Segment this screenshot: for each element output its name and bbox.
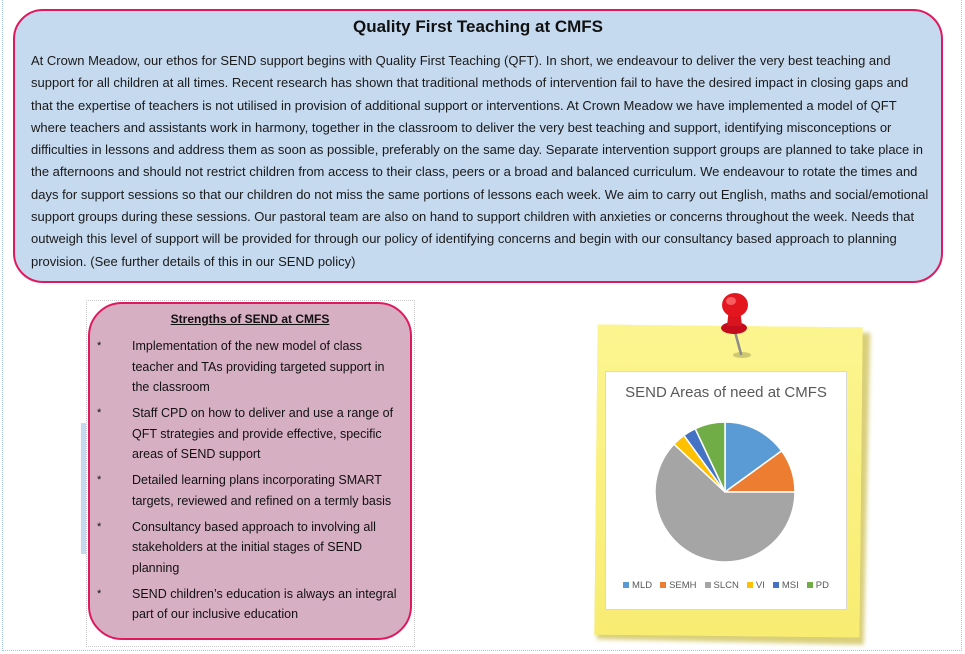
chart-legend <box>606 580 846 591</box>
pie-chart <box>606 372 846 577</box>
qft-panel <box>13 9 943 283</box>
legend-item-msi <box>773 580 799 591</box>
chart-title: SEND Areas of need at CMFS <box>625 384 827 401</box>
list-item-text: Implementation of the new model of class teacher and TAs providing targeted support in the classroom <box>132 339 385 394</box>
legend-swatch <box>747 582 753 588</box>
list-item-text: Consultancy based approach to involving all stakeholders at the initial stages of SEND planning <box>132 519 376 575</box>
strengths-list <box>90 336 412 630</box>
push-pin-icon <box>712 292 756 360</box>
list-item-text: SEND children’s education is always an integral part of our inclusive education <box>132 586 397 621</box>
strengths-panel <box>88 302 412 640</box>
legend-item-slcn <box>705 580 739 591</box>
pie-chart-card <box>605 371 847 610</box>
legend-label: SLCN <box>713 580 739 591</box>
legend-item-vi <box>747 580 765 591</box>
list-item <box>90 470 412 511</box>
legend-label: MLD <box>632 580 653 591</box>
bullet-icon: * <box>97 587 102 600</box>
qft-body-text: At Crown Meadow, our ethos for SEND support begins with Quality First Teaching (QFT). In short, we endeavour to deliver the very best teaching and support for all children at all times. Recent research has shown that traditional methods of intervention fail to have the desired impact in closing gaps and that the expertise of teachers is not utilised in provision of additional support or interventions. At Crown Meadow we have implemented a model of QFT where teachers and assistants work in harmony, together in the classroom to deliver the very best teaching and support, identifying misconceptions or difficulties in lessons and address them as soon as possible, preferably on the same day. Separate intervention support groups are planned to take place in the afternoons and should not restrict children from access to their class, peers or a broad and balanced curriculum. We endeavour to rotate the times and days for support sessions so that our children do not miss the same portions of lessons each week. We aim to carry out English, maths and social/emotional support groups during these sessions. Our pastoral team are also on hand to support children with anxieties or concerns throughout the week. Needs that outweigh this level of support will be provided for through our policy of identifying concerns and begin with our consultancy based approach to planning provision. (See further details of this in our SEND policy) <box>31 53 929 269</box>
list-item-text: Detailed learning plans incorporating SMART targets, reviewed and refined on a termly basis <box>132 473 392 508</box>
bullet-icon: * <box>97 407 102 419</box>
legend-swatch <box>623 582 629 588</box>
legend-swatch <box>705 582 711 588</box>
legend-swatch <box>773 582 779 588</box>
bullet-icon: * <box>97 474 102 486</box>
legend-label: VI <box>755 580 765 591</box>
legend-item-mld <box>623 580 652 591</box>
legend-label: MSI <box>781 580 799 591</box>
legend-item-pd <box>807 580 829 591</box>
legend-swatch <box>807 582 813 588</box>
list-item <box>90 403 412 465</box>
legend-label: PD <box>815 580 829 591</box>
list-item <box>90 517 412 579</box>
bullet-icon: * <box>97 520 102 533</box>
strengths-title: Strengths of SEND at CMFS <box>170 312 330 326</box>
list-item <box>90 584 412 625</box>
list-item <box>90 336 412 398</box>
list-item-text: Staff CPD on how to deliver and use a range of QFT strategies and provide effective, specific areas of SEND support <box>132 406 394 461</box>
legend-item-semh <box>660 580 696 591</box>
bullet-icon: * <box>97 340 102 352</box>
legend-label: SEMH <box>669 580 697 591</box>
legend-swatch <box>660 582 666 588</box>
qft-title: Quality First Teaching at CMFS <box>353 17 603 36</box>
